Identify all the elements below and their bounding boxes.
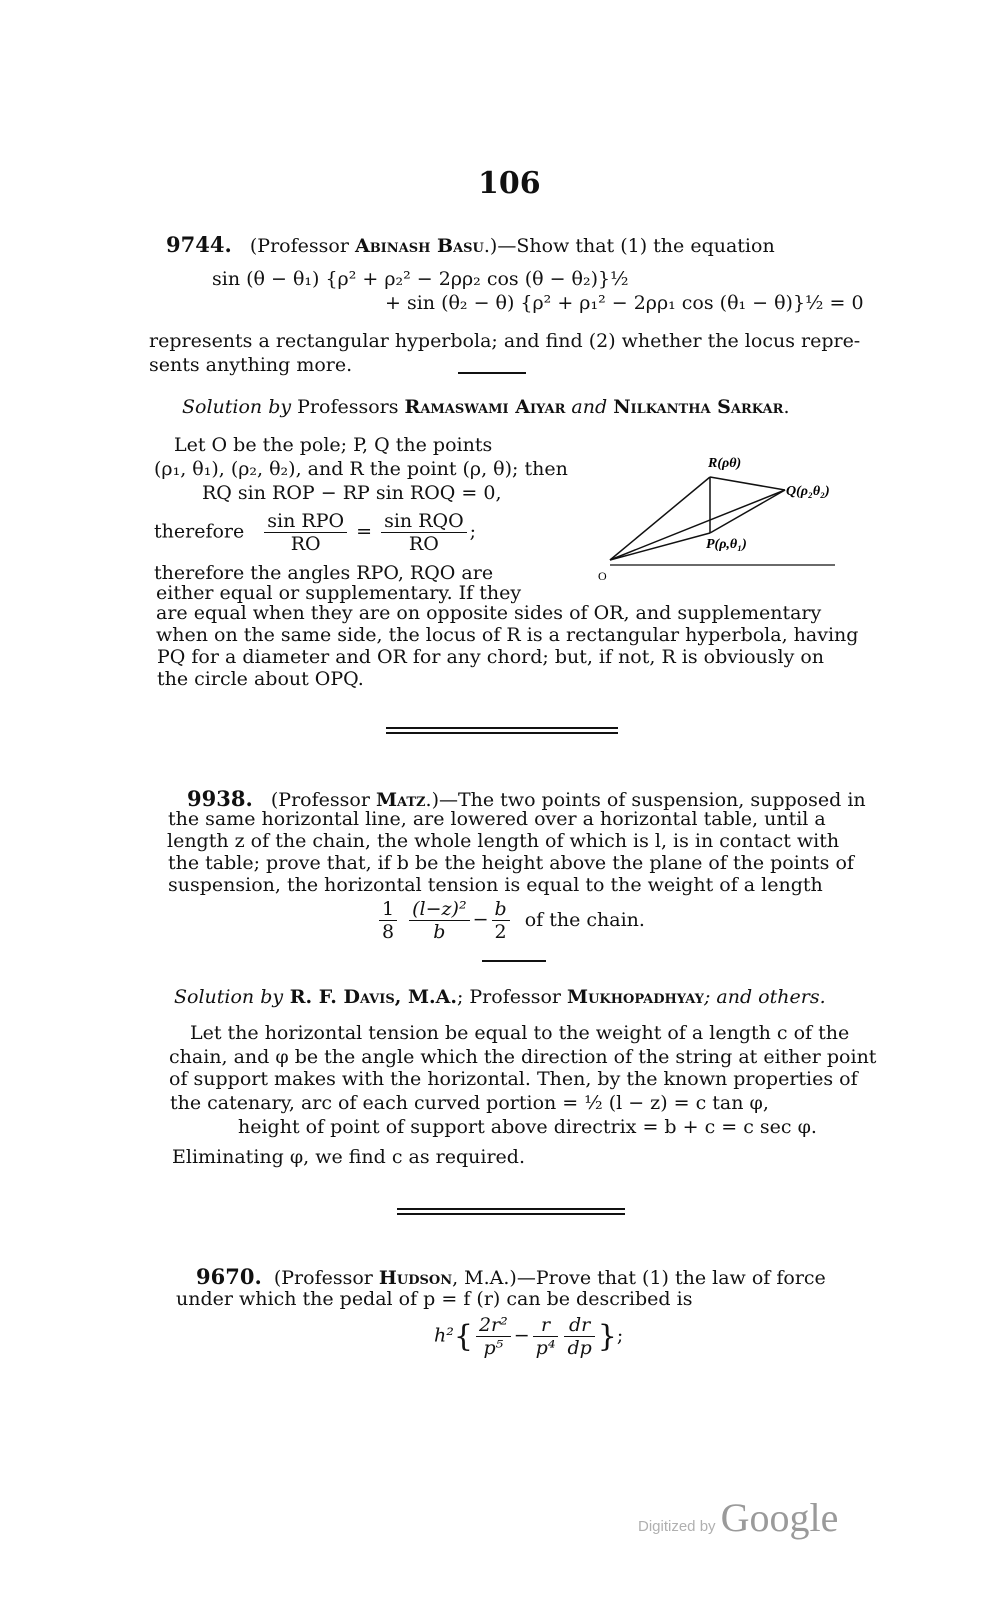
h-squared: h² [434, 1324, 454, 1347]
fraction [381, 510, 467, 555]
digitized-label: Digitized by [638, 1518, 716, 1535]
q9938-solution-header [174, 986, 826, 1008]
q9938-solution-line3: of support makes with the horizontal. Then, by the known properties of [169, 1068, 858, 1090]
q9670-number: 9670. [196, 1264, 262, 1289]
denominator: 2 [494, 921, 507, 943]
left-brace: { [453, 1319, 473, 1354]
q9744-author: Abinash Basu [354, 235, 484, 257]
solver-name: Nilkantha Sarkar [613, 396, 784, 418]
denominator: RO [290, 533, 321, 555]
google-watermark [638, 1494, 838, 1541]
numerator: r [533, 1314, 559, 1337]
q9744-text-line1: represents a rectangular hyperbola; and find (2) whether the locus repre- [149, 330, 861, 352]
q9670-header [196, 1264, 826, 1289]
minus-sign: − [513, 1324, 530, 1347]
label-R: R(ρθ) [708, 456, 742, 471]
q9938-line4: the table; prove that, if b be the height above the plane of the points of [168, 852, 854, 874]
denominator: dp [567, 1337, 592, 1359]
q9938-solution-line1: Let the horizontal tension be equal to the weight of a length c of the [190, 1022, 850, 1044]
q9744-header [166, 232, 775, 257]
q9744-text-line2: sents anything more. [149, 354, 353, 376]
section-divider [397, 1208, 625, 1215]
q9938-author: Matz [375, 789, 426, 811]
therefore-word: therefore [154, 520, 245, 543]
page-number: 106 [478, 166, 541, 201]
numerator: (l−z)² [409, 898, 469, 921]
line-OP [610, 533, 710, 560]
denominator: b [433, 921, 446, 943]
solution-label: Solution by [182, 396, 292, 418]
q9744-solution-line9: PQ for a diameter and OR for any chord; but, if not, R is obviously on [157, 646, 825, 668]
semicolon: ; [469, 520, 477, 543]
fraction [476, 1314, 511, 1359]
q9938-line3: length z of the chain, the whole length of which is l, is in contact with [167, 830, 840, 852]
q9938-solution-line5: height of point of support above directrix = b + c = c sec φ. [238, 1116, 817, 1138]
fraction [533, 1314, 559, 1359]
denominator: p⁴ [535, 1337, 556, 1359]
fraction [409, 898, 469, 943]
q9744-solution-line1: Let O be the pole; P, Q the points [174, 434, 493, 456]
short-rule [482, 960, 546, 962]
q9938-line2: the same horizontal line, are lowered over a horizontal table, until a [168, 808, 826, 830]
q9938-formula [376, 898, 645, 943]
q9670-author: Hudson [378, 1267, 453, 1289]
numerator: dr [564, 1314, 594, 1337]
solver-name: Ramaswami Aiyar [404, 396, 566, 418]
semicolon: ; [616, 1324, 624, 1347]
numerator: b [492, 898, 510, 921]
q9938-lead: (Professor [270, 789, 376, 811]
solvers-end: . [783, 396, 790, 418]
right-brace: } [597, 1319, 617, 1354]
separator: ; Professor [456, 986, 568, 1008]
line-OR [610, 477, 710, 560]
and-word: and [565, 396, 614, 418]
q9744-number: 9744. [166, 232, 232, 257]
q9670-formula [434, 1314, 623, 1359]
numerator: sin RQO [381, 510, 467, 533]
denominator: p⁵ [483, 1337, 504, 1359]
short-rule [458, 372, 526, 374]
q9938-solution-line4: the catenary, arc of each curved portion = ½ (l − z) = c tan φ, [170, 1092, 769, 1114]
q9670-line2: under which the pedal of p = f (r) can be described is [176, 1288, 693, 1310]
solver-name: R. F. Davis, M.A. [283, 986, 457, 1008]
q9938-number: 9938. [187, 786, 253, 811]
q9938-line5: suspension, the horizontal tension is equal to the weight of a length [168, 874, 823, 896]
q9744-lead: (Professor [249, 235, 355, 257]
q9670-line1: , M.A.)—Prove that (1) the law of force [452, 1267, 826, 1289]
and-others: ; and others. [703, 986, 826, 1008]
q9744-solution-header [182, 396, 790, 418]
q9938-solution-line2: chain, and φ be the angle which the direction of the string at either point [169, 1046, 877, 1068]
q9744-solution-line7: are equal when they are on opposite sides of OR, and supplementary [156, 602, 822, 624]
numerator: sin RPO [264, 510, 347, 533]
q9744-equation-line2: + sin (θ₂ − θ) {ρ² + ρ₁² − 2ρρ₁ cos (θ₁ − θ)}½ = 0 [385, 292, 864, 314]
line-OQ [610, 490, 785, 560]
line-PQ [710, 490, 785, 533]
numerator: 1 [379, 898, 397, 921]
q9744-ratio-equation [154, 510, 476, 555]
fraction [379, 898, 397, 943]
fraction [264, 510, 347, 555]
geometry-diagram [590, 445, 850, 585]
q9938-solution-line6: Eliminating φ, we find c as required. [172, 1146, 526, 1168]
minus-sign: − [472, 908, 489, 931]
section-divider [386, 727, 618, 734]
q9938-line1: .)—The two points of suspension, supposed in [425, 789, 866, 811]
equals-sign: = [356, 520, 373, 543]
formula-tail: of the chain. [524, 908, 645, 931]
numerator: 2r² [476, 1314, 511, 1337]
solvers-prefix: Professors [291, 396, 405, 418]
q9744-solution-line8: when on the same side, the locus of R is a rectangular hyperbola, having [156, 624, 859, 646]
q9744-solution-line5: therefore the angles RPO, RQO are [154, 562, 494, 584]
fraction [492, 898, 510, 943]
q9744-equation-line1: sin (θ − θ₁) {ρ² + ρ₂² − 2ρρ₂ cos (θ − θ₂)}½ [212, 268, 629, 290]
q9744-statement: .)—Show that (1) the equation [483, 235, 775, 257]
fraction [564, 1314, 594, 1359]
q9744-solution-line6: either equal or supplementary. If they [156, 582, 522, 604]
q9744-solution-line10: the circle about OPQ. [157, 668, 364, 690]
q9670-lead: (Professor [273, 1267, 379, 1289]
solution-label: Solution by [174, 986, 284, 1008]
denominator: 8 [382, 921, 395, 943]
label-Q: Q(ρ₂θ₂) [786, 484, 830, 499]
q9744-solution-line2: (ρ₁, θ₁), (ρ₂, θ₂), and R the point (ρ, θ); then [154, 458, 568, 480]
label-P: P(ρ,θ₁) [706, 537, 747, 552]
denominator: RO [408, 533, 439, 555]
label-O: O [598, 569, 607, 583]
solver-name: Mukhopadhyay [567, 986, 704, 1008]
google-logo: Google [720, 1495, 839, 1540]
q9744-solution-line3: RQ sin ROP − RP sin ROQ = 0, [202, 482, 502, 504]
line-RQ [710, 477, 785, 490]
